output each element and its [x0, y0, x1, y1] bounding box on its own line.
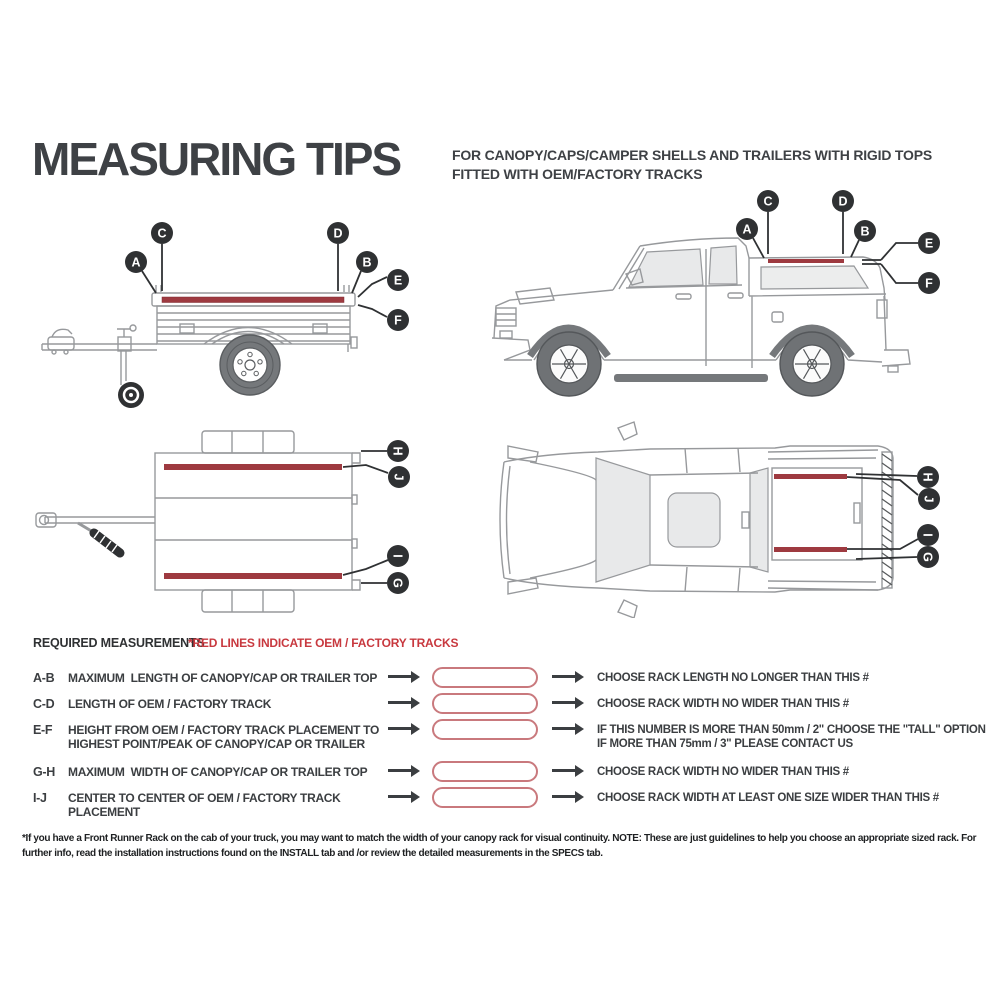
arrow-right-icon [552, 727, 575, 730]
svg-text:B: B [362, 255, 372, 270]
oem-track-red-line [162, 297, 344, 303]
measurement-value-capsule [432, 693, 538, 714]
measurement-label: LENGTH OF OEM / FACTORY TRACK [68, 697, 272, 711]
svg-text:G: G [390, 578, 405, 588]
measurement-value-capsule [432, 667, 538, 688]
truck-rear-wheel [780, 332, 844, 396]
oem-track-red-line-bottom [164, 573, 342, 579]
svg-text:F: F [394, 313, 402, 328]
measurement-key: C-D [33, 697, 55, 711]
svg-text:A: A [742, 222, 752, 237]
arrow-right-icon [388, 727, 411, 730]
arrow-right-icon [552, 701, 575, 704]
trailer-top-art [36, 431, 360, 612]
footnote: *If you have a Front Runner Rack on the cab of your truck, you may want to match the width of your canopy rack for visual continuity. NOTE: These are just guidelines to help you choose an appropriate sized rack. For further info, read the installation instructions found on the INSTALL tab and /or review the detailed measurements in the SPECS tab. [22, 833, 977, 859]
callout-a [736, 218, 758, 240]
callout-leader-lines [343, 451, 388, 583]
tailgate-hatch [882, 454, 892, 585]
trailer-jockey-wheel [118, 382, 144, 408]
measurement-instruction: CHOOSE RACK WIDTH AT LEAST ONE SIZE WIDER THAN THIS # [597, 792, 939, 804]
svg-text:C: C [763, 194, 773, 209]
callout-c [151, 222, 173, 244]
measurement-label: MAXIMUM WIDTH OF CANOPY/CAP OR TRAILER TOP [68, 765, 368, 779]
svg-text:D: D [333, 226, 343, 241]
svg-text:E: E [924, 236, 934, 251]
trailer-top-view-diagram [30, 423, 450, 618]
measurement-instruction: CHOOSE RACK WIDTH NO WIDER THAN THIS # [597, 698, 849, 710]
callout-e [918, 232, 940, 254]
callout-f [918, 272, 940, 294]
measurement-instruction: CHOOSE RACK WIDTH NO WIDER THAN THIS # [597, 766, 849, 778]
measurement-key: E-F [33, 723, 53, 737]
measurement-label: HEIGHT FROM OEM / FACTORY TRACK PLACEMENT TO HIGHEST POINT/PEAK OF CANOPY/CAP OR TRAILER [68, 723, 380, 751]
arrow-right-icon [388, 701, 411, 704]
measurement-row-ef [0, 723, 1000, 763]
truck-front-wheel [537, 332, 601, 396]
measurement-row-ij [0, 791, 1000, 831]
svg-text:I: I [390, 554, 405, 558]
callout-h [387, 440, 409, 462]
svg-text:G: G [920, 552, 935, 562]
trailer-wheel [220, 335, 280, 395]
callout-i [387, 545, 409, 567]
svg-text:D: D [838, 194, 848, 209]
truck-top-view-diagram [480, 418, 970, 618]
svg-text:A: A [131, 255, 141, 270]
callout-c [757, 190, 779, 212]
measurement-value-capsule [432, 761, 538, 782]
callout-j [918, 488, 940, 510]
svg-text:H: H [920, 472, 935, 482]
arrow-right-icon [552, 675, 575, 678]
measurement-value-capsule [432, 719, 538, 740]
oem-track-red-line [768, 259, 844, 263]
measurement-key: I-J [33, 791, 47, 805]
oem-track-red-line-top [774, 474, 847, 479]
subtitle-line-2: FITTED WITH OEM/FACTORY TRACKS [452, 166, 703, 182]
subtitle-line-1: FOR CANOPY/CAPS/CAMPER SHELLS AND TRAILERS WITH RIGID TOPS [452, 147, 932, 163]
truck-side-view-diagram [480, 188, 970, 418]
callout-f [387, 309, 409, 331]
callout-j [388, 466, 410, 488]
svg-text:H: H [390, 446, 405, 456]
measurement-label: MAXIMUM LENGTH OF CANOPY/CAP OR TRAILER TOP [68, 671, 378, 685]
measurement-instruction: CHOOSE RACK LENGTH NO LONGER THAN THIS # [597, 672, 869, 684]
rocker-step [614, 374, 768, 382]
svg-text:E: E [393, 273, 403, 288]
svg-text:C: C [157, 226, 167, 241]
measurement-key: A-B [33, 671, 55, 685]
svg-text:F: F [925, 276, 933, 291]
callout-b [356, 251, 378, 273]
callout-g [917, 546, 939, 568]
page-subtitle [452, 146, 972, 184]
measurement-instruction: IF THIS NUMBER IS MORE THAN 50mm / 2" CHOOSE THE "TALL" OPTION IF MORE THAN 75mm / 3" PLEASE CONTACT US [597, 724, 986, 750]
red-lines-legend: *RED LINES INDICATE OEM / FACTORY TRACKS [188, 636, 459, 650]
measurement-label: CENTER TO CENTER OF OEM / FACTORY TRACK PLACEMENT [68, 791, 344, 819]
arrow-right-icon [552, 769, 575, 772]
callout-a [125, 251, 147, 273]
arrow-right-icon [388, 769, 411, 772]
measurement-value-capsule [432, 787, 538, 808]
arrow-right-icon [388, 675, 411, 678]
svg-text:J: J [391, 473, 406, 481]
callout-g [387, 572, 409, 594]
oem-track-red-line-top [164, 464, 342, 470]
svg-text:I: I [920, 533, 935, 537]
oem-track-red-line-bottom [774, 547, 847, 552]
trailer-handbrake-lever [94, 531, 120, 553]
callout-d [327, 222, 349, 244]
required-measurements-heading: REQUIRED MEASUREMENTS [33, 636, 205, 650]
svg-text:J: J [921, 495, 936, 503]
arrow-right-icon [388, 795, 411, 798]
page-title: MEASURING TIPS [32, 133, 401, 185]
callout-d [832, 190, 854, 212]
callout-e [387, 269, 409, 291]
svg-text:B: B [860, 224, 870, 239]
arrow-right-icon [552, 795, 575, 798]
measurement-key: G-H [33, 765, 56, 779]
callout-i [917, 524, 939, 546]
trailer-side-view-diagram [30, 213, 450, 418]
callout-h [917, 466, 939, 488]
callout-b [854, 220, 876, 242]
